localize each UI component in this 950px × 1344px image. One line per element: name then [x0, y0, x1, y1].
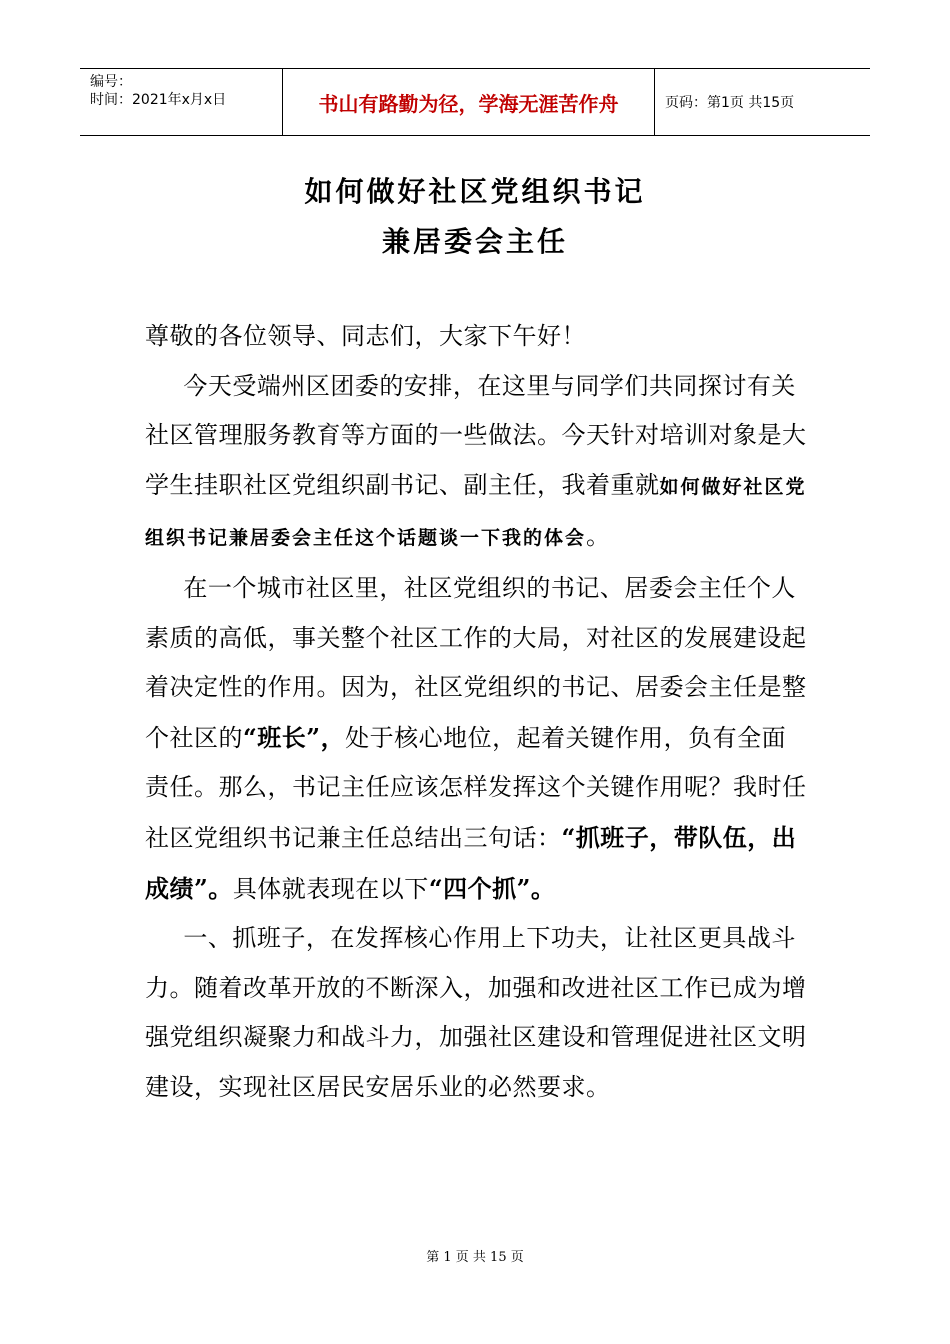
paragraph-3: 一、抓班子，在发挥核心作用上下功夫，让社区更具战斗力。随着改革开放的不断深入，加强和改进社区工作已成为增强党组织凝聚力和战斗力，加强社区建设和管理促进社区文明建设，实现社区居民安居乐业的必然要求。 [145, 924, 807, 1101]
number-label: 编号： [90, 74, 132, 90]
header-table [80, 68, 870, 136]
paragraph-2 [145, 564, 810, 914]
p1-end: 。 [586, 522, 611, 551]
p2-bold2: “抓班子，带队伍，出成绩”。 [145, 822, 797, 903]
p1-emphasis: 如何做好社区党组织书记兼居委会主任这个话题谈一下我的体会 [145, 475, 807, 550]
greeting-paragraph: 尊敬的各位领导、同志们，大家下午好！ [145, 322, 586, 350]
header-motto-cell [283, 69, 655, 135]
doc-title-line1: 如何做好社区党组织书记 [304, 175, 646, 208]
page-info: 页码：第1页 共15页 [665, 95, 795, 111]
doc-title-line2: 兼居委会主任 [381, 225, 568, 258]
p1-text: 今天受端州区团委的安排，在这里与同学们共同探讨有关社区管理服务教育等方面的一些做法。今天针对培训对象是大学生挂职社区党组织副书记、副主任，我着重就 [145, 371, 807, 499]
p2-part2: 处于核心地位，起着关键作用，负有全面责任。那么，书记主任应该怎样发挥这个关键作用呢？我时任社区党组织书记兼主任总结出三句话： [145, 723, 807, 852]
time-label: 时间：2021年x月x日 [90, 92, 227, 108]
motto-text: 书山有路勤为径，学海无涯苦作舟 [318, 91, 619, 116]
page-footer: 第 1 页 共 15 页 [426, 1250, 524, 1265]
header-page-cell [655, 69, 870, 135]
doc-body [145, 312, 810, 1113]
paragraph-1 [145, 362, 810, 564]
p2-bold3: “四个抓”。 [428, 873, 556, 903]
p2-part1: 在一个城市社区里，社区党组织的书记、居委会主任个人素质的高低，事关整个社区工作的大局，对社区的发展建设起着决定性的作用。因为，社区党组织的书记、居委会主任是整个社区的 [145, 573, 807, 752]
p2-part3: 具体就表现在以下 [232, 874, 429, 903]
p2-bold1: “班长”， [243, 722, 346, 752]
header-meta-cell [80, 69, 283, 135]
